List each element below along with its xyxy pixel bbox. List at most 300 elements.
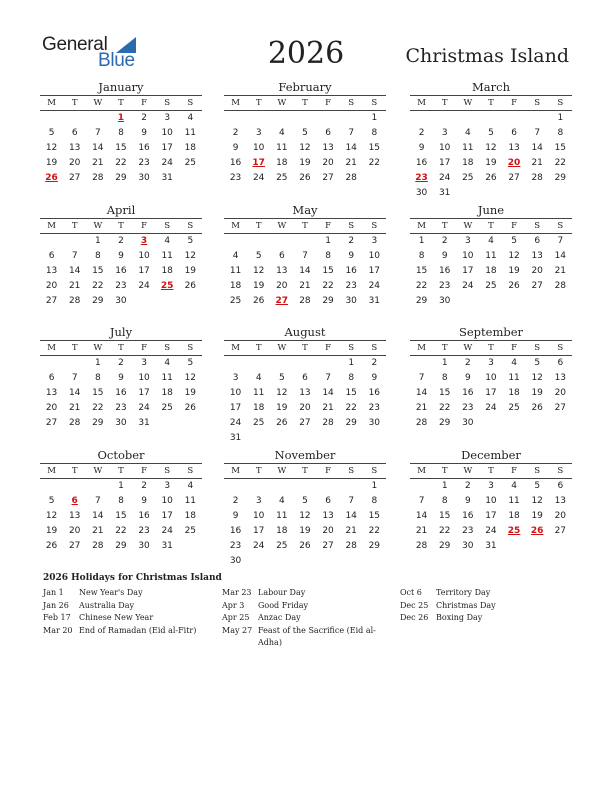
day-cell: 12	[531, 373, 543, 383]
week-row	[410, 386, 572, 401]
day-cell: 26	[485, 173, 497, 183]
day-cell: 22	[368, 158, 381, 168]
day-cell: 13	[508, 143, 520, 153]
day-cell: 15	[322, 266, 334, 276]
weekday-label: M	[47, 343, 56, 353]
day-cell: 8	[348, 373, 355, 383]
day-cell: 2	[441, 236, 448, 246]
day-cell: 13	[68, 511, 81, 521]
logo-blue-text: Blue	[98, 50, 135, 71]
weekday-label: S	[187, 466, 194, 476]
day-cell: 23	[462, 526, 474, 536]
day-cell: 3	[232, 373, 239, 383]
day-cell: 3	[371, 236, 378, 246]
week-row	[224, 111, 386, 126]
day-cell: 23	[115, 403, 127, 413]
day-cell: 8	[118, 496, 124, 506]
day-cell: 10	[485, 496, 497, 506]
week-row	[40, 479, 202, 494]
day-cell: 13	[276, 266, 288, 276]
day-cell: 22	[438, 526, 451, 536]
day-cell: 13	[531, 251, 543, 261]
weekday-label: M	[417, 343, 426, 353]
day-cell	[549, 539, 572, 554]
week-row	[410, 416, 572, 431]
day-cell: 5	[48, 128, 55, 138]
day-cell	[293, 234, 316, 249]
weekday-label: S	[187, 98, 194, 108]
weekday-label: T	[255, 221, 262, 231]
day-cell: 11	[252, 388, 265, 398]
day-cell	[433, 111, 456, 126]
weekday-label: S	[557, 466, 564, 476]
weekday-label: F	[141, 466, 148, 476]
day-cell: 15	[438, 388, 451, 398]
day-cell: 16	[345, 266, 357, 276]
weekday-label: W	[93, 343, 103, 353]
day-cell: 6	[534, 236, 541, 246]
day-cell	[86, 479, 109, 494]
day-cell	[247, 356, 270, 371]
day-cell: 23	[368, 403, 381, 413]
week-row	[224, 234, 386, 249]
weekday-label: W	[277, 343, 287, 353]
holiday-date: Dec 25	[400, 600, 429, 610]
day-cell: 9	[118, 373, 124, 383]
day-cell	[340, 111, 363, 126]
day-cell: 16	[368, 388, 381, 398]
weekday-label: S	[187, 343, 194, 353]
day-cell	[156, 294, 179, 309]
week-row	[224, 416, 386, 431]
weekday-label: S	[164, 98, 171, 108]
day-cell: 21	[68, 281, 81, 291]
weekday-label: W	[463, 466, 473, 476]
month-title: October	[97, 448, 145, 462]
day-cell: 21	[299, 281, 311, 291]
day-cell: 26	[276, 418, 288, 428]
weekday-label: F	[325, 98, 332, 108]
day-cell: 8	[557, 128, 564, 138]
week-row	[410, 509, 572, 524]
weekday-label: T	[441, 98, 448, 108]
day-cell: 7	[325, 373, 331, 383]
day-cell: 29	[415, 296, 428, 306]
month-november	[224, 448, 386, 569]
day-cell: 10	[252, 143, 265, 153]
day-cell: 13	[554, 373, 567, 383]
day-cell: 8	[371, 496, 378, 506]
holiday-day-cell: 25	[160, 281, 174, 291]
weekday-label: S	[371, 343, 378, 353]
day-cell: 24	[229, 418, 242, 428]
weekday-label: T	[441, 221, 448, 231]
day-cell: 29	[345, 418, 357, 428]
weekday-label: F	[325, 466, 332, 476]
day-cell: 29	[368, 541, 381, 551]
day-cell	[526, 186, 549, 201]
day-cell: 5	[187, 358, 194, 368]
day-cell	[410, 479, 433, 494]
day-cell	[503, 111, 526, 126]
week-row	[40, 111, 202, 126]
day-cell	[526, 539, 549, 554]
day-cell: 26	[508, 281, 520, 291]
day-cell	[63, 356, 86, 371]
day-cell: 12	[299, 511, 311, 521]
week-row	[410, 539, 572, 554]
day-cell: 28	[92, 541, 104, 551]
day-cell: 29	[322, 296, 334, 306]
weekday-label: T	[71, 98, 78, 108]
day-cell	[503, 294, 526, 309]
holiday-item	[222, 612, 376, 625]
holiday-item	[43, 587, 197, 600]
day-cell	[363, 431, 386, 446]
day-cell: 11	[276, 143, 288, 153]
day-cell	[270, 431, 293, 446]
day-cell: 19	[531, 388, 543, 398]
week-row	[224, 126, 386, 141]
day-cell: 14	[92, 143, 104, 153]
week-row	[40, 264, 202, 279]
day-cell: 25	[508, 403, 520, 413]
day-cell: 5	[534, 481, 541, 491]
day-cell: 17	[229, 403, 242, 413]
day-cell: 19	[252, 281, 265, 291]
week-row	[224, 539, 386, 554]
weekday-header	[224, 464, 386, 479]
day-cell: 27	[554, 526, 567, 536]
weekday-label: W	[277, 466, 287, 476]
day-cell: 26	[184, 281, 197, 291]
day-cell: 21	[92, 526, 104, 536]
day-cell: 6	[557, 481, 564, 491]
holiday-day-cell: 6	[71, 496, 78, 506]
day-cell	[549, 416, 572, 431]
day-cell: 21	[554, 266, 567, 276]
day-cell: 25	[252, 418, 265, 428]
holiday-name: End of Ramadan (Eid al-Fitr)	[79, 625, 197, 635]
page-title-year: 2026	[267, 36, 345, 71]
holiday-date: Apr 25	[222, 613, 250, 622]
day-cell	[503, 416, 526, 431]
day-cell: 11	[184, 128, 197, 138]
day-cell: 7	[418, 496, 425, 506]
month-title: March	[472, 80, 510, 94]
day-cell: 1	[441, 358, 448, 368]
weekday-label: T	[302, 98, 308, 108]
day-cell: 6	[557, 358, 564, 368]
day-cell: 18	[184, 511, 197, 521]
holiday-name: Christmas Day	[436, 600, 496, 610]
day-cell: 10	[161, 496, 173, 506]
day-cell: 30	[345, 296, 357, 306]
day-cell	[156, 416, 179, 431]
day-cell: 25	[184, 526, 197, 536]
day-cell: 17	[368, 266, 381, 276]
day-cell	[549, 186, 572, 201]
day-cell	[363, 554, 386, 569]
day-cell	[133, 294, 156, 309]
day-cell: 9	[441, 251, 448, 261]
day-cell: 24	[138, 281, 150, 291]
day-cell: 2	[348, 236, 355, 246]
weekday-label: M	[417, 98, 426, 108]
day-cell: 16	[138, 511, 150, 521]
holiday-item	[222, 600, 376, 613]
month-grid	[224, 218, 386, 309]
day-cell: 21	[415, 403, 428, 413]
day-cell	[293, 111, 316, 126]
week-row	[40, 386, 202, 401]
day-cell: 19	[184, 388, 197, 398]
day-cell: 25	[462, 173, 474, 183]
holiday-name: Good Friday	[258, 600, 309, 610]
day-cell	[363, 171, 386, 186]
day-cell	[224, 356, 247, 371]
day-cell: 11	[508, 373, 520, 383]
day-cell: 20	[45, 281, 58, 291]
day-cell	[270, 111, 293, 126]
weekday-label: S	[534, 98, 541, 108]
day-cell: 24	[252, 541, 265, 551]
day-cell: 3	[164, 481, 171, 491]
day-cell: 18	[184, 143, 197, 153]
holiday-day-cell: 26	[530, 526, 544, 536]
week-row	[410, 171, 572, 186]
weekday-label: W	[93, 98, 103, 108]
day-cell: 7	[94, 128, 101, 138]
day-cell: 18	[252, 403, 265, 413]
week-row	[410, 356, 572, 371]
day-cell	[247, 554, 270, 569]
day-cell: 17	[138, 266, 150, 276]
day-cell: 31	[229, 433, 242, 443]
day-cell: 4	[488, 236, 494, 246]
day-cell: 22	[345, 403, 357, 413]
day-cell: 19	[299, 158, 311, 168]
week-row	[410, 401, 572, 416]
day-cell: 5	[278, 373, 285, 383]
country-title: Christmas Island	[405, 45, 569, 67]
weekday-label: S	[348, 343, 355, 353]
week-row	[410, 156, 572, 171]
day-cell: 16	[229, 158, 242, 168]
day-cell: 29	[438, 541, 451, 551]
holiday-item	[43, 612, 197, 625]
day-cell: 19	[45, 526, 58, 536]
day-cell: 15	[415, 266, 428, 276]
day-cell: 27	[554, 403, 567, 413]
day-cell: 7	[71, 251, 78, 261]
weekday-header	[224, 219, 386, 234]
day-cell	[340, 431, 363, 446]
day-cell: 28	[68, 296, 81, 306]
month-title: January	[98, 80, 144, 94]
day-cell	[317, 554, 340, 569]
day-cell	[317, 479, 340, 494]
day-cell: 15	[115, 511, 127, 521]
weekday-label: S	[164, 343, 171, 353]
month-october	[40, 448, 202, 554]
day-cell	[40, 111, 63, 126]
week-row	[224, 479, 386, 494]
day-cell: 11	[184, 496, 197, 506]
week-row	[40, 279, 202, 294]
weekday-label: T	[441, 466, 448, 476]
day-cell: 2	[371, 358, 378, 368]
day-cell: 5	[534, 358, 541, 368]
day-cell: 30	[462, 541, 474, 551]
day-cell: 27	[322, 541, 334, 551]
day-cell: 1	[348, 358, 355, 368]
day-cell: 7	[71, 373, 78, 383]
day-cell: 22	[438, 403, 451, 413]
weekday-label: S	[534, 466, 541, 476]
weekday-label: F	[511, 98, 518, 108]
day-cell: 19	[485, 158, 497, 168]
day-cell	[479, 186, 502, 201]
day-cell: 1	[441, 481, 448, 491]
week-row	[40, 156, 202, 171]
holiday-day-cell: 17	[252, 158, 265, 168]
day-cell: 7	[418, 373, 425, 383]
day-cell: 18	[508, 388, 520, 398]
day-cell: 8	[441, 496, 448, 506]
week-row	[410, 249, 572, 264]
day-cell: 6	[325, 496, 331, 506]
weekday-label: S	[557, 98, 564, 108]
day-cell: 13	[554, 496, 567, 506]
day-cell: 17	[138, 388, 150, 398]
week-row	[410, 494, 572, 509]
day-cell: 20	[68, 158, 81, 168]
day-cell: 2	[418, 128, 425, 138]
day-cell: 11	[462, 143, 474, 153]
holiday-date: Oct 6	[400, 588, 422, 597]
day-cell: 28	[299, 296, 311, 306]
holiday-day-cell: 1	[117, 113, 125, 123]
day-cell: 16	[462, 511, 474, 521]
day-cell	[293, 554, 316, 569]
weekday-label: F	[141, 221, 148, 231]
month-april	[40, 203, 202, 309]
day-cell: 5	[511, 236, 517, 246]
day-cell: 17	[485, 388, 497, 398]
weekday-label: F	[141, 98, 148, 108]
day-cell: 7	[348, 128, 355, 138]
week-row	[40, 416, 202, 431]
day-cell: 16	[462, 388, 474, 398]
day-cell: 9	[141, 496, 147, 506]
day-cell: 10	[161, 128, 173, 138]
day-cell: 21	[92, 158, 104, 168]
weekday-label: T	[488, 221, 494, 231]
day-cell: 18	[276, 158, 288, 168]
day-cell: 17	[252, 526, 265, 536]
day-cell: 18	[161, 388, 173, 398]
holiday-day-cell: 3	[140, 236, 148, 246]
weekday-label: M	[231, 343, 240, 353]
day-cell: 2	[141, 113, 147, 123]
day-cell: 10	[229, 388, 242, 398]
day-cell: 22	[115, 526, 127, 536]
day-cell	[293, 479, 316, 494]
day-cell	[293, 431, 316, 446]
day-cell: 5	[255, 251, 262, 261]
day-cell: 11	[161, 373, 173, 383]
holiday-name: Boxing Day	[436, 613, 483, 622]
weekday-label: S	[534, 343, 541, 353]
weekday-label: T	[488, 98, 494, 108]
week-row	[224, 554, 386, 569]
day-cell	[270, 234, 293, 249]
day-cell: 13	[322, 511, 334, 521]
day-cell	[179, 171, 202, 186]
day-cell: 19	[508, 266, 520, 276]
day-cell: 4	[255, 373, 262, 383]
day-cell	[63, 479, 86, 494]
day-cell	[410, 356, 433, 371]
weekday-label: S	[348, 466, 355, 476]
month-may	[224, 203, 386, 309]
month-grid	[410, 95, 572, 201]
holiday-item	[400, 587, 554, 600]
day-cell: 6	[48, 373, 55, 383]
day-cell: 29	[115, 541, 127, 551]
day-cell: 9	[418, 143, 425, 153]
holiday-day-cell: 26	[45, 173, 58, 183]
holiday-item	[400, 612, 554, 625]
week-row	[410, 294, 572, 309]
day-cell: 25	[229, 296, 242, 306]
day-cell: 11	[229, 266, 242, 276]
day-cell: 8	[94, 251, 101, 261]
weekday-label: F	[511, 343, 518, 353]
weekday-label: S	[371, 98, 378, 108]
weekday-header	[40, 96, 202, 111]
day-cell: 12	[299, 143, 311, 153]
day-cell: 22	[554, 158, 567, 168]
weekday-label: F	[511, 466, 518, 476]
day-cell: 17	[161, 143, 173, 153]
month-title: September	[458, 325, 524, 339]
day-cell: 1	[94, 236, 101, 246]
day-cell: 16	[229, 526, 242, 536]
weekday-label: T	[441, 343, 448, 353]
day-cell: 25	[276, 541, 288, 551]
weekday-label: F	[141, 343, 148, 353]
day-cell: 6	[302, 373, 308, 383]
day-cell: 20	[554, 511, 567, 521]
day-cell	[479, 111, 502, 126]
day-cell: 4	[511, 481, 517, 491]
week-row	[410, 279, 572, 294]
day-cell: 14	[554, 251, 567, 261]
day-cell: 31	[161, 541, 173, 551]
day-cell: 10	[462, 251, 474, 261]
weekday-label: T	[302, 221, 308, 231]
week-row	[224, 279, 386, 294]
week-row	[40, 249, 202, 264]
day-cell: 7	[534, 128, 541, 138]
day-cell: 1	[118, 481, 124, 491]
day-cell: 15	[92, 266, 104, 276]
day-cell: 27	[68, 173, 81, 183]
day-cell: 6	[325, 128, 331, 138]
week-row	[40, 356, 202, 371]
